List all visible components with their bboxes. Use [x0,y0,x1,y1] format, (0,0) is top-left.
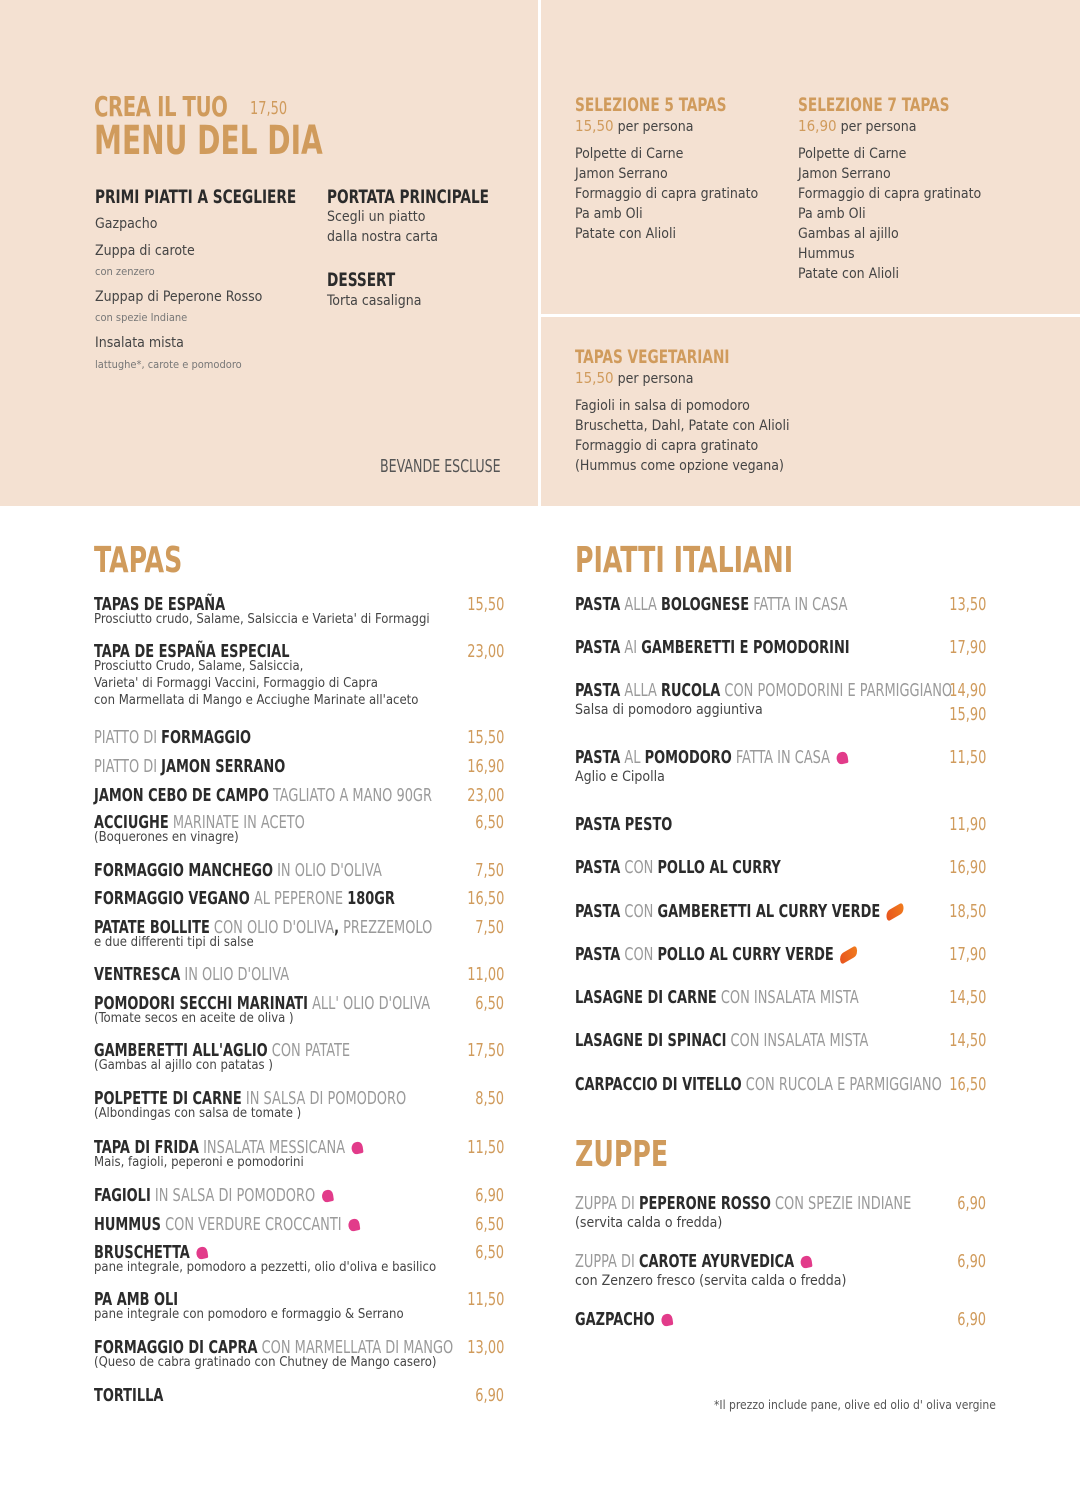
tapas-set-title: TAPAS VEGETARIANI [575,346,730,368]
tapas-item-light: IN OLIO D'OLIVA [180,964,290,985]
dessert-heading: DESSERT [327,269,396,291]
tapas-item-price: 15,50 [466,594,504,615]
piatti-item-name [575,594,847,615]
tapas-heading: TAPAS [94,540,183,581]
tapas-set-price-line [798,117,916,135]
tapas-item-desc: Prosciutto crudo, Salame, Salsiccia e Varieta' di Formaggi [94,612,430,627]
tapas-item-light: TAGLIATO A MANO 90GR [268,785,432,806]
piatti-item-desc: Salsa di pomodoro aggiuntiva [575,702,763,718]
tapas-item-desc: Prosciutto Crudo, Salame, Salsiccia, [94,659,304,674]
piatti-item-bold: POLLO AL CURRY VERDE [657,944,834,965]
tapas-item [94,1289,404,1322]
piatti-item-name [575,1030,868,1051]
tapas-item [94,727,290,748]
tapas-item [94,917,517,950]
tapas-item-desc: Varieta' di Formaggi Vaccini, Formaggio di Capra [94,676,378,691]
tapas-set-price: 15,50 [575,117,614,135]
tapas-set-per: per persona [840,119,917,135]
tapas-item-bold: , [334,917,339,938]
piatti-item-light: CON POMODORINI E PARMIGGIANO [720,680,953,701]
tapas-set-item: Pa amb Oli [575,206,643,222]
piatti-item-price: 17,90 [948,637,986,658]
piatti-item-bold: POMODORO [644,747,732,768]
footnote: *Il prezzo include pane, olive ed olio d' oliva vergine [714,1398,996,1412]
piatti-item-bold: PASTA [575,594,621,615]
tapas-item-name [94,1385,163,1406]
tapas-set-item: Fagioli in salsa di pomodoro [575,398,750,414]
zuppe-item-bold: CAROTE AYURVEDICA [638,1251,795,1272]
piatti-item-light: CON RUCOLA E PARMIGGIANO [741,1074,942,1095]
tapas-set-item: Bruschetta, Dahl, Patate con Alioli [575,418,790,434]
tapas-item [94,964,338,985]
vegan-heart-icon [347,1218,360,1232]
tapas-item [94,785,516,806]
tapas-item [94,641,418,708]
vegan-heart-icon [321,1189,334,1203]
tapas-set-item: Formaggio di capra gratinato [575,186,759,202]
tapas-item-bold: TORTILLA [94,1385,164,1406]
tapas-item-price: 6,90 [475,1385,504,1406]
tapas-item-light: CON MARMELLATA DI MANGO [257,1337,454,1358]
primi-note: lattughe*, carote e pomodoro [95,358,242,371]
piatti-item-name [575,857,781,878]
zuppe-item-bold: PEPERONE ROSSO [638,1193,771,1214]
tapas-item-price: 17,50 [466,1040,504,1061]
tapas-item-price: 13,00 [466,1337,504,1358]
tapas-set-item: Formaggio di capra gratinato [575,438,759,454]
tapas-item-name [94,727,251,748]
piatti-item-light: AL [620,747,645,768]
tapas-item-name [94,964,289,985]
piatti-item [575,1030,942,1051]
tapas-item-price: 16,50 [466,888,504,909]
tapas-item-name [94,860,382,881]
primi-item: Zuppap di Peperone Rosso [95,289,263,305]
piatti-item [575,637,918,658]
piatti-item-name [575,637,850,658]
piatti-item-price: 14,50 [948,1030,986,1051]
vegan-heart-icon [660,1313,673,1327]
tapas-item [94,860,454,881]
piatti-item-bold: PASTA [575,857,621,878]
tapas-item-name [94,917,432,938]
tapas-set-price-line [575,369,693,387]
primi-note: con zenzero [95,265,155,278]
piatti-item [575,594,916,615]
zuppe-heading: ZUPPE [575,1134,669,1175]
primi-heading: PRIMI PIATTI A SCEGLIERE [95,186,297,208]
tapas-item-price: 8,50 [475,1088,504,1109]
piatti-item-bold: PASTA [575,637,621,658]
piatti-item-bold: GAMBERETTI AL CURRY VERDE [657,901,881,922]
piatti-item-bold: LASAGNE DI SPINACI [575,1030,727,1051]
piatti-heading: PIATTI ITALIANI [575,540,794,581]
primi-item: Gazpacho [95,216,158,232]
tapas-set-price: 16,90 [798,117,837,135]
tapas-set-item: Jamon Serrano [798,166,891,182]
tapas-item-price: 6,90 [475,1185,504,1206]
tapas-item [94,1088,484,1121]
tapas-set-item: Polpette di Carne [798,146,907,162]
tapas-item [94,812,358,845]
tapas-item-name [94,1242,368,1263]
menu-del-dia-price: 17,50 [250,98,288,119]
tapas-item-bold: POLPETTE DI CARNE [94,1088,242,1109]
piatti-item-bold: POLLO AL CURRY [657,857,781,878]
tapas-item-light: AL PEPERONE [249,888,348,909]
tapas-set-title: SELEZIONE 5 TAPAS [575,94,727,116]
tapas-item-bold: FORMAGGIO VEGANO [94,888,250,909]
tapas-item-price: 7,50 [475,917,504,938]
zuppe-item-name [575,1193,911,1214]
tapas-set-per: per persona [617,371,694,387]
primi-item: Insalata mista [95,335,184,351]
vegan-heart-icon [195,1246,208,1260]
piatti-item-name [575,901,904,922]
tapas-item [94,1242,436,1275]
tapas-item-light: PREZZEMOLO [339,917,433,938]
zuppe-item-desc: con Zenzero fresco (servita calda o fredda) [575,1273,847,1289]
zuppe-item-price: 6,90 [957,1251,986,1272]
hot-chili-icon [838,945,859,964]
tapas-item-desc: (Tomate secos en aceite de oliva ) [94,1011,294,1026]
menu-del-dia-title-line2: MENU DEL DIA [94,118,323,164]
tapas-item-price: 6,50 [475,1242,504,1263]
tapas-item-bold: VENTRESCA [94,964,181,985]
tapas-item-light: IN OLIO D'OLIVA [272,860,382,881]
tapas-set-item: Hummus [798,246,855,262]
piatti-item-bold: LASAGNE DI CARNE [575,987,717,1008]
piatti-item-bold: PASTA PESTO [575,814,673,835]
piatti-item-price: 11,90 [948,814,986,835]
piatti-item-price: 15,90 [948,704,986,725]
menu-del-dia-title-line1: CREA IL TUO [94,90,228,123]
zuppe-item [575,1309,697,1330]
tapas-item-bold: FAGIOLI [94,1185,151,1206]
piatti-item-price: 17,90 [948,944,986,965]
tapas-item-price: 6,50 [475,1214,504,1235]
tapas-item-name [94,888,395,909]
tapas-item [94,756,333,777]
tapas-item-bold: JAMON SERRANO [161,756,286,777]
tapas-item-light: INSALATA MESSICANA [198,1137,346,1158]
dessert-line: Torta casaligna [327,293,422,309]
piatti-item [575,901,987,922]
piatti-item-name [575,814,672,835]
tapas-item-prefix: PIATTO DI [94,727,162,748]
tapas-item-bold: TAPAS DE ESPAÑA [94,594,226,615]
tapas-item-bold: PATATE BOLLITE [94,917,210,938]
tapas-item-price: 6,50 [475,812,504,833]
tapas-item-desc: Mais, fagioli, peperoni e pomodorini [94,1155,304,1170]
tapas-item-light: CON VERDURE CROCCANTI [161,1214,342,1235]
piatti-item-price: 18,50 [948,901,986,922]
tapas-item-name [94,1088,406,1109]
tapas-item-light: IN SALSA DI POMODORO [241,1088,407,1109]
primi-note: con spezie Indiane [95,311,188,324]
piatti-item-light: CON [620,901,658,922]
tapas-item-name [94,812,305,833]
zuppe-item [575,1251,871,1289]
tapas-item-price: 11,50 [466,1137,504,1158]
tapas-set-item: Gambas al ajillo [798,226,899,242]
vegan-heart-icon [800,1255,813,1269]
piatti-item-light: CON INSALATA MISTA [716,987,859,1008]
piatti-item-price: 16,50 [948,1074,986,1095]
tapas-item-name [94,594,363,615]
tapas-item-light: ALL' OLIO D'OLIVA [307,993,431,1014]
piatti-item-light: CON [620,944,658,965]
piatti-item-name [575,944,858,965]
tapas-set-item: Patate con Alioli [575,226,676,242]
tapas-set-price: 15,50 [575,369,614,387]
piatti-item-light: ALLA [620,680,661,701]
piatti-item-bold: CARPACCIO DI VITELLO [575,1074,742,1095]
tapas-item-price: 15,50 [466,727,504,748]
zuppe-item-name [575,1251,812,1272]
piatti-item-bold: BOLOGNESE [660,594,750,615]
tapas-item-bold: HUMMUS [94,1214,162,1235]
zuppe-item-price: 6,90 [957,1309,986,1330]
piatti-item [575,987,930,1008]
tapas-item-light: MARINATE IN ACETO [168,812,305,833]
piatti-item-price: 14,50 [948,987,986,1008]
vegan-heart-icon [351,1141,364,1155]
tapas-item-light: CON OLIO D'OLIVA [209,917,335,938]
tapas-item [94,888,470,909]
piatti-item-name [575,747,848,768]
tapas-item-name [94,756,285,777]
piatti-item [575,857,832,878]
tapas-item [94,993,514,1026]
piatti-item-light: FATTA IN CASA [749,594,848,615]
tapas-item-prefix: PIATTO DI [94,756,162,777]
tapas-item-light: IN SALSA DI POMODORO [150,1185,316,1206]
tapas-item-desc: pane integrale con pomodoro e formaggio & Serrano [94,1307,404,1322]
tapas-item [94,1385,181,1406]
tapas-item-price: 11,00 [466,964,504,985]
tapas-item-name [94,1137,363,1158]
piatti-item [575,944,929,965]
piatti-item-light: CON [620,857,658,878]
zuppe-item-light: CON SPEZIE INDIANE [770,1193,912,1214]
piatti-item-name [575,987,859,1008]
zuppe-item-price: 6,90 [957,1193,986,1214]
tapas-item-bold: FORMAGGIO [161,727,252,748]
portata-line: dalla nostra carta [327,229,438,245]
tapas-item-bold: POMODORI SECCHI MARINATI [94,993,308,1014]
piatti-item [575,814,697,835]
piatti-item-name [575,1074,942,1095]
tapas-item-desc: (Queso de cabra gratinado con Chutney de Mango casero) [94,1355,437,1370]
tapas-item-price: 23,00 [466,641,504,662]
piatti-item-price: 16,90 [948,857,986,878]
zuppe-item [575,1193,995,1231]
tapas-item-name [94,785,432,806]
tapas-item-bold: GAMBERETTI ALL'AGLIO [94,1040,268,1061]
tapas-item-desc: pane integrale, pomodoro a pezzetti, olio d'oliva e basilico [94,1260,437,1275]
tapas-set-item: (Hummus come opzione vegana) [575,458,784,474]
tapas-set-item: Polpette di Carne [575,146,684,162]
tapas-set-item: Patate con Alioli [798,266,899,282]
tapas-item-bold: ACCIUGHE [94,812,169,833]
piatti-item-price: 14,90 [948,680,986,701]
piatti-item-price: 13,50 [948,594,986,615]
piatti-item-desc: Aglio e Cipolla [575,769,665,785]
primi-item: Zuppa di carote [95,243,195,259]
tapas-item-price: 7,50 [475,860,504,881]
piatti-item-bold: PASTA [575,944,621,965]
tapas-set-per: per persona [617,119,694,135]
tapas-item-name [94,993,430,1014]
tapas-item-bold: TAPA DI FRIDA [94,1137,199,1158]
tapas-item-name [94,1214,359,1235]
piatti-item-bold: PASTA [575,680,621,701]
zuppe-item-light: ZUPPA DI [575,1193,639,1214]
tapas-item-desc: (Boquerones en vinagre) [94,830,239,845]
zuppe-item-desc: (servita calda o fredda) [575,1215,723,1231]
tapas-item-bold: BRUSCHETTA [94,1242,190,1263]
piatti-item-light: AI [620,637,642,658]
tapas-item-bold: JAMON CEBO DE CAMPO [94,785,269,806]
piatti-item-bold: PASTA [575,747,621,768]
tapas-item-price: 16,90 [466,756,504,777]
piatti-item-light: ALLA [620,594,661,615]
menu-del-dia-panel [0,0,538,506]
tapas-set-price-line [575,117,693,135]
zuppe-item-name [575,1309,672,1330]
portata-heading: PORTATA PRINCIPALE [327,186,489,208]
tapas-item [94,1214,426,1235]
tapas-set-item: Jamon Serrano [575,166,668,182]
piatti-item-bold: GAMBERETTI E POMODORINI [641,637,850,658]
tapas-item [94,1185,393,1206]
tapas-item-name [94,641,354,662]
piatti-item-bold: PASTA [575,901,621,922]
tapas-item-bold: TAPA DE ESPAÑA ESPECIAL [94,641,290,662]
piatti-item-bold: RUCOLA [660,680,721,701]
tapas-set-title: SELEZIONE 7 TAPAS [798,94,950,116]
tapas-item-desc: (Albondingas con salsa de tomate ) [94,1106,302,1121]
tapas-item-bold: FORMAGGIO DI CAPRA [94,1337,258,1358]
vegan-heart-icon [836,751,849,765]
tapas-set-item: Pa amb Oli [798,206,866,222]
tapas-item-desc: (Gambas al ajillo con patatas ) [94,1058,273,1073]
tapas-item [94,1137,430,1170]
tapas-item [94,1040,414,1073]
tapas-item-light: CON PATATE [267,1040,351,1061]
tapas-item-name [94,1337,453,1358]
tapas-item-bold: PA AMB OLI [94,1289,179,1310]
tapas-item-name [94,1289,342,1310]
piatti-item-light: FATTA IN CASA [731,747,831,768]
tapas-item-bold: 180GR [347,888,395,909]
tapas-set-item: Formaggio di capra gratinato [798,186,982,202]
tapas-item-price: 6,50 [475,993,504,1014]
piatti-item-name [575,680,952,701]
piatti-item [575,747,916,785]
tapas-item-name [94,1040,350,1061]
tapas-item-desc: con Marmellata di Mango e Acciughe Marinate all'aceto [94,693,419,708]
hot-chili-icon [884,902,905,921]
tapas-item-bold: FORMAGGIO MANCHEGO [94,860,273,881]
zuppe-item-light: ZUPPA DI [575,1251,639,1272]
zuppe-item-bold: GAZPACHO [575,1309,655,1330]
tapas-item [94,594,430,627]
piatti-item-price: 11,50 [948,747,986,768]
portata-line: Scegli un piatto [327,209,426,225]
piatti-item-light: CON INSALATA MISTA [726,1030,869,1051]
tapas-item-name [94,1185,333,1206]
bevande-note: BEVANDE ESCLUSE [380,456,501,477]
tapas-item-desc: e due differenti tipi di salse [94,935,254,950]
tapas-item-price: 23,00 [466,785,504,806]
tapas-item-price: 11,50 [466,1289,504,1310]
